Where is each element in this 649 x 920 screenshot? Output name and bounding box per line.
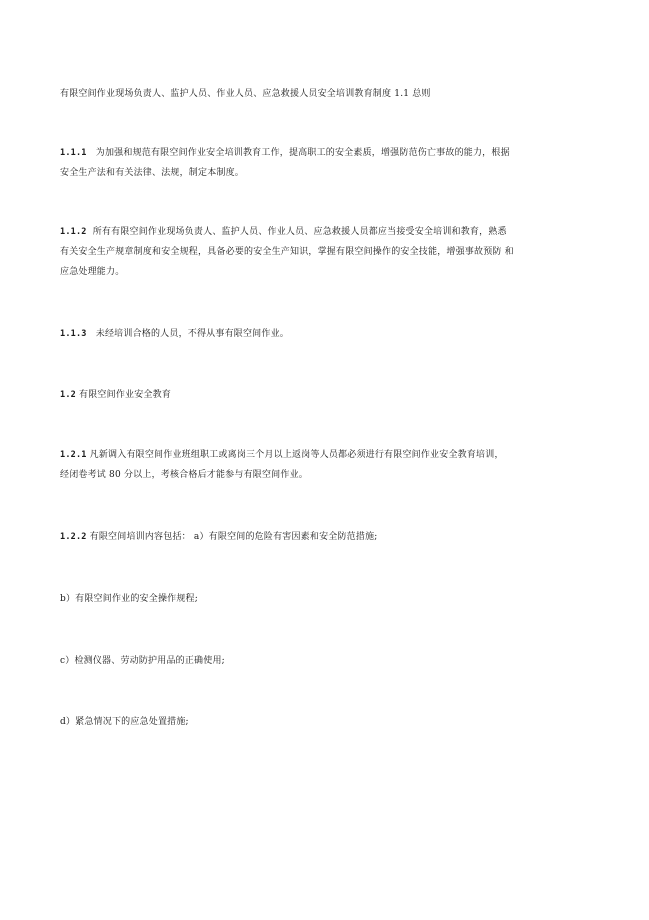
paragraph-text: 未经培训合格的人员，不得从事有限空间作业。: [95, 329, 289, 339]
section-number: 1.2: [60, 390, 76, 400]
paragraph-1-2-2: [60, 527, 530, 547]
list-item-b: b）有限空间作业的安全操作规程;: [60, 594, 198, 604]
clause-number: 1.1.1: [60, 148, 87, 158]
paragraph-text: 经闭卷考试 80 分以上，考核合格后才能参与有限空间作业。: [60, 470, 308, 480]
clause-number: 1.2.1: [60, 450, 87, 460]
paragraph-text: 为加强和规范有限空间作业安全培训教育工作，提高职工的安全素质，增强防范伤亡事故的能力，根据: [95, 148, 510, 158]
paragraph-text: 应急处理能力。: [60, 267, 125, 277]
paragraph-1-1-3: [60, 324, 530, 344]
document-title-line: 有限空间作业现场负责人、监护人员、作业人员、应急救援人员安全培训教育制度 1.1 总则: [60, 89, 431, 99]
paragraph-text: 凡新调入有限空间作业班组职工或离岗三个月以上返岗等人员都必须进行有限空间作业安全教育培训，: [89, 450, 504, 460]
clause-number: 1.1.3: [60, 329, 87, 339]
paragraph-1-1-1: [60, 143, 530, 183]
paragraph-text: 所有有限空间作业现场负责人、监护人员、作业人员、应急救援人员都应当接受安全培训和教育，熟悉: [92, 227, 507, 237]
paragraph-text: 安全生产法和有关法律、法规，制定本制度。: [60, 168, 245, 178]
paragraph-1-1-2: [60, 222, 530, 282]
list-item-c: c）检测仪器、劳动防护用品的正确使用;: [60, 656, 225, 666]
paragraph-text: 有关安全生产规章制度和安全规程，具备必要的安全生产知识，掌握有限空间操作的安全技能，增强事故预防 和: [60, 247, 514, 257]
list-item-d: d）紧急情况下的应急处置措施;: [60, 717, 189, 727]
paragraph-1-2-1: [60, 445, 530, 485]
section-heading-1-2: [60, 385, 530, 405]
clause-number: 1.1.2: [60, 227, 87, 237]
paragraph-text: 有限空间培训内容包括： a）有限空间的危险有害因素和安全防范措施;: [89, 532, 378, 542]
clause-number: 1.2.2: [60, 532, 87, 542]
section-title: 有限空间作业安全教育: [79, 390, 172, 400]
